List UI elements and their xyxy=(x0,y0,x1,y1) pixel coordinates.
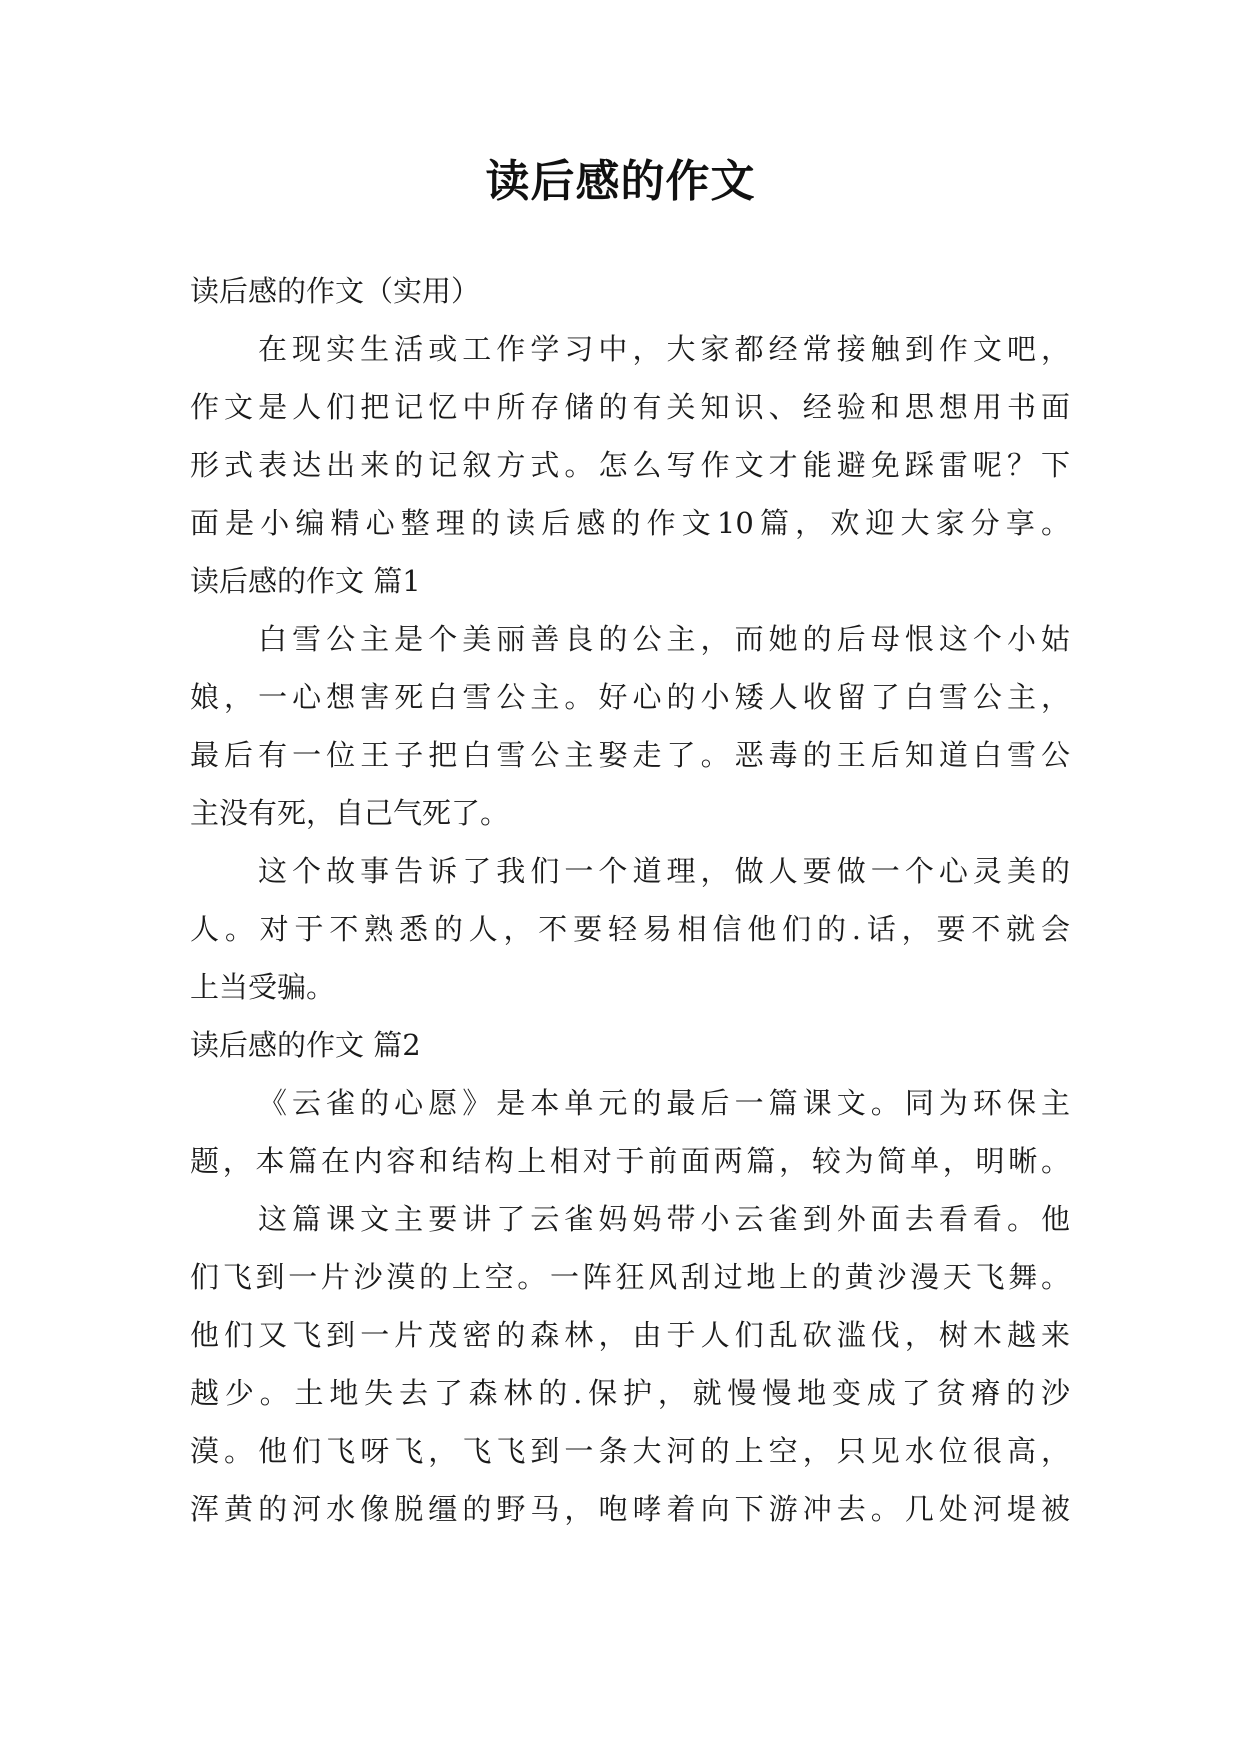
paragraph-line: 主没有死，自己气死了。 xyxy=(190,796,510,830)
document-body xyxy=(190,262,1070,1538)
paragraph-line: 这篇课文主要讲了云雀妈妈带小云雀到外面去看看。他 xyxy=(258,1202,1070,1236)
paragraph-line: 在现实生活或工作学习中，大家都经常接触到作文吧， xyxy=(258,332,1070,366)
paragraph-line: 人。对于不熟悉的人，不要轻易相信他们的.话，要不就会 xyxy=(190,912,1070,946)
paragraph-line: 题，本篇在内容和结构上相对于前面两篇，较为简单，明晰。 xyxy=(190,1144,1070,1178)
paragraph-line: 他们又飞到一片茂密的森林，由于人们乱砍滥伐，树木越来 xyxy=(190,1318,1070,1352)
paragraph-line: 越少。土地失去了森林的.保护，就慢慢地变成了贫瘠的沙 xyxy=(190,1376,1070,1410)
section-intro-heading: 读后感的作文（实用） xyxy=(190,274,481,308)
paragraph-line: 们飞到一片沙漠的上空。一阵狂风刮过地上的黄沙漫天飞舞。 xyxy=(190,1260,1070,1294)
paragraph-line: 最后有一位王子把白雪公主娶走了。恶毒的王后知道白雪公 xyxy=(190,738,1070,772)
section-heading-1: 读后感的作文 篇1 xyxy=(190,564,421,598)
paragraph-line: 浑黄的河水像脱缰的野马，咆哮着向下游冲去。几处河堤被 xyxy=(190,1492,1070,1526)
document-title: 读后感的作文 xyxy=(485,156,756,207)
paragraph-line: 《云雀的心愿》是本单元的最后一篇课文。同为环保主 xyxy=(258,1086,1070,1120)
paragraph-line: 作文是人们把记忆中所存储的有关知识、经验和思想用书面 xyxy=(190,390,1070,424)
paragraph-line: 面是小编精心整理的读后感的作文10篇，欢迎大家分享。 xyxy=(190,506,1070,540)
paragraph-line: 形式表达出来的记叙方式。怎么写作文才能避免踩雷呢？下 xyxy=(190,448,1070,482)
paragraph-line: 白雪公主是个美丽善良的公主，而她的后母恨这个小姑 xyxy=(258,622,1070,656)
paragraph-line: 上当受骗。 xyxy=(190,970,336,1004)
paragraph-line: 娘，一心想害死白雪公主。好心的小矮人收留了白雪公主， xyxy=(190,680,1070,714)
section-heading-2: 读后感的作文 篇2 xyxy=(190,1028,421,1062)
paragraph-line: 这个故事告诉了我们一个道理，做人要做一个心灵美的 xyxy=(258,854,1070,888)
paragraph-line: 漠。他们飞呀飞，飞飞到一条大河的上空，只见水位很高， xyxy=(190,1434,1070,1468)
